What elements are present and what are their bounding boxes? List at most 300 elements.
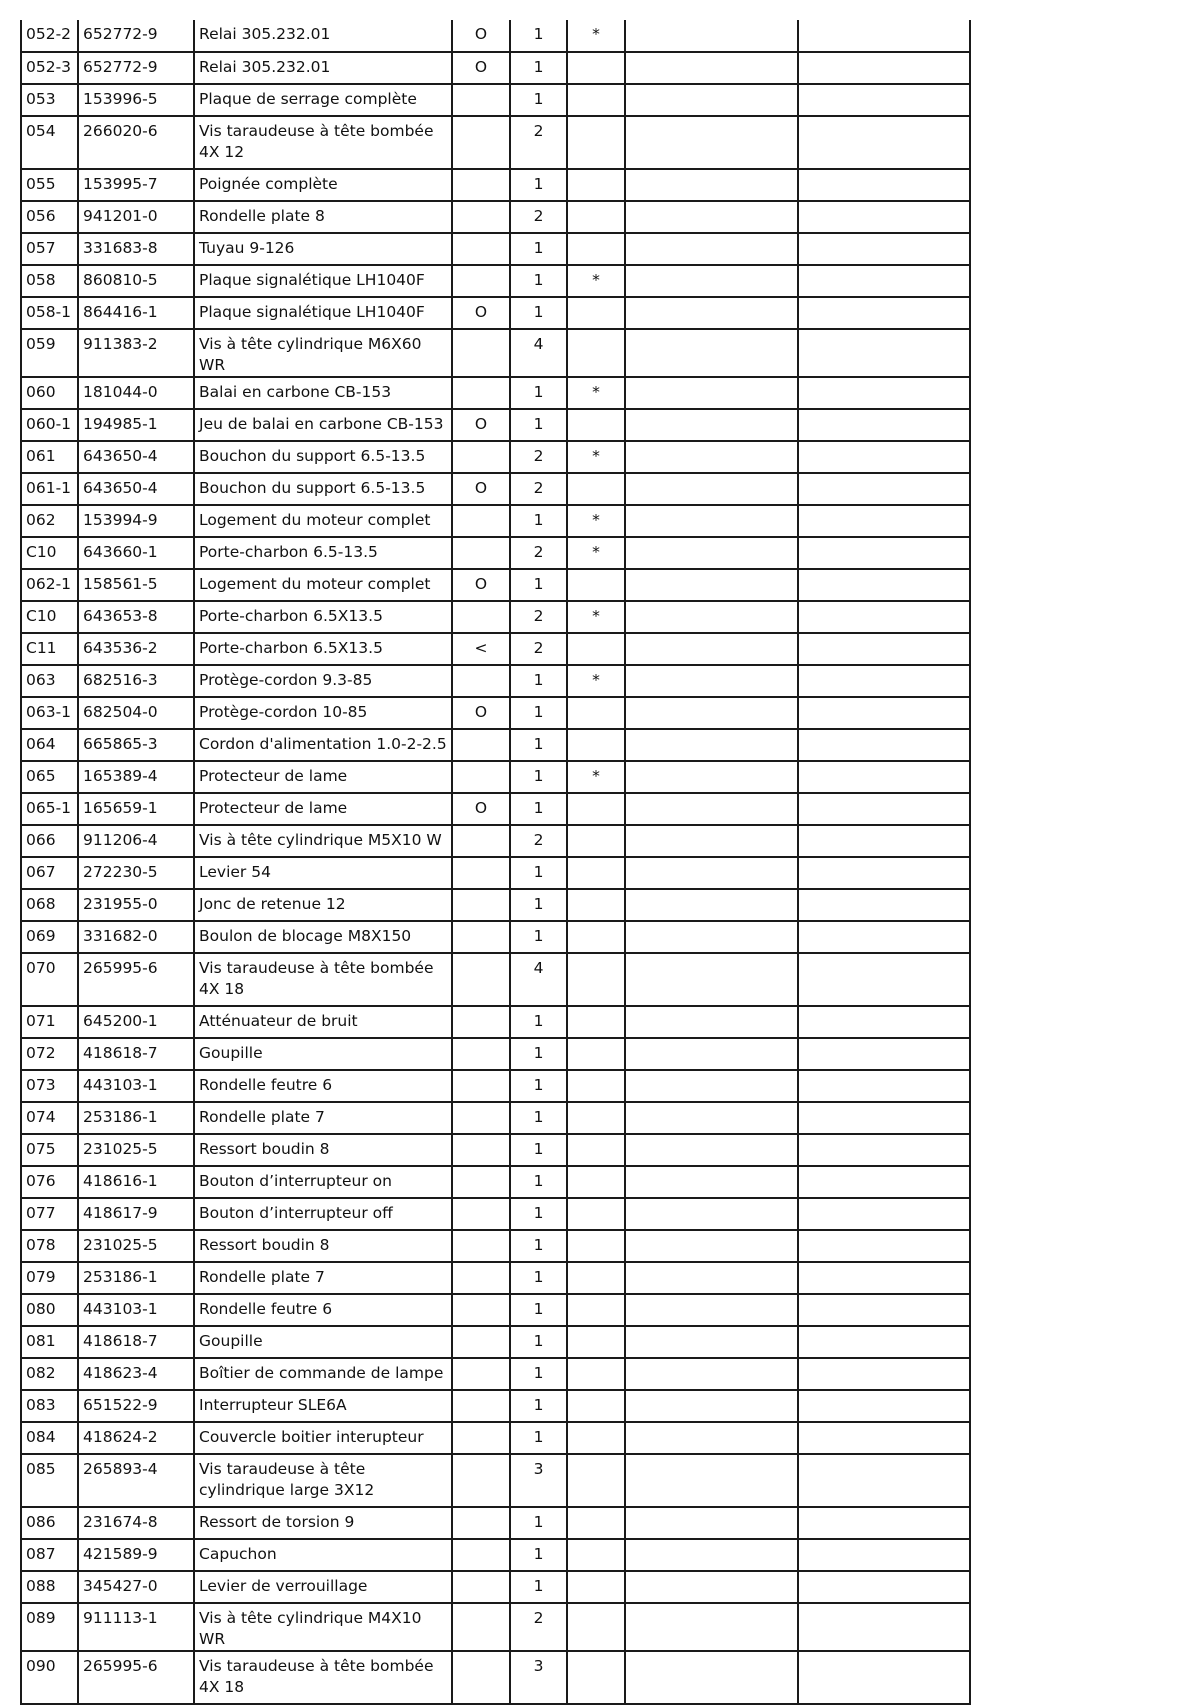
description-cell: Bouchon du support 6.5-13.5 xyxy=(194,473,452,505)
blank-cell-b xyxy=(798,1294,970,1326)
part-number-cell: 864416-1 xyxy=(78,297,194,329)
table-row xyxy=(21,953,970,1006)
blank-cell-a xyxy=(625,1070,798,1102)
quantity-cell: 1 xyxy=(510,569,567,601)
ref-number-cell: 073 xyxy=(21,1070,78,1102)
quantity-cell: 1 xyxy=(510,665,567,697)
blank-cell-a xyxy=(625,1390,798,1422)
note-cell xyxy=(567,1294,625,1326)
ref-number-cell: 071 xyxy=(21,1006,78,1038)
blank-cell-b xyxy=(798,537,970,569)
option-cell xyxy=(452,825,510,857)
ref-number-cell: 068 xyxy=(21,889,78,921)
option-cell xyxy=(452,1358,510,1390)
note-cell xyxy=(567,1070,625,1102)
part-number-cell: 643653-8 xyxy=(78,601,194,633)
table-row xyxy=(21,761,970,793)
note-cell xyxy=(567,52,625,84)
part-number-cell: 153995-7 xyxy=(78,169,194,201)
description-cell: Porte-charbon 6.5-13.5 xyxy=(194,537,452,569)
quantity-cell: 1 xyxy=(510,1262,567,1294)
table-row xyxy=(21,793,970,825)
table-row xyxy=(21,665,970,697)
part-number-cell: 643536-2 xyxy=(78,633,194,665)
table-row xyxy=(21,473,970,505)
part-number-cell: 643660-1 xyxy=(78,537,194,569)
ref-number-cell: 077 xyxy=(21,1198,78,1230)
note-cell xyxy=(567,1166,625,1198)
blank-cell-b xyxy=(798,84,970,116)
note-cell xyxy=(567,116,625,169)
part-number-cell: 645200-1 xyxy=(78,1006,194,1038)
part-number-cell: 643650-4 xyxy=(78,441,194,473)
option-cell xyxy=(452,1539,510,1571)
part-number-cell: 194985-1 xyxy=(78,409,194,441)
table-row xyxy=(21,1358,970,1390)
blank-cell-b xyxy=(798,793,970,825)
option-cell xyxy=(452,1102,510,1134)
ref-number-cell: 082 xyxy=(21,1358,78,1390)
ref-number-cell: 081 xyxy=(21,1326,78,1358)
table-row xyxy=(21,1603,970,1651)
blank-cell-a xyxy=(625,665,798,697)
part-number-cell: 665865-3 xyxy=(78,729,194,761)
blank-cell-a xyxy=(625,1422,798,1454)
part-number-cell: 266020-6 xyxy=(78,116,194,169)
part-number-cell: 272230-5 xyxy=(78,857,194,889)
blank-cell-b xyxy=(798,857,970,889)
table-row xyxy=(21,1198,970,1230)
quantity-cell: 1 xyxy=(510,1422,567,1454)
quantity-cell: 2 xyxy=(510,441,567,473)
part-number-cell: 651522-9 xyxy=(78,1390,194,1422)
quantity-cell: 1 xyxy=(510,1507,567,1539)
table-row xyxy=(21,1038,970,1070)
parts-table xyxy=(20,20,971,1705)
description-cell: Plaque signalétique LH1040F xyxy=(194,265,452,297)
blank-cell-b xyxy=(798,297,970,329)
blank-cell-b xyxy=(798,1422,970,1454)
ref-number-cell: 065-1 xyxy=(21,793,78,825)
table-row xyxy=(21,1294,970,1326)
note-cell xyxy=(567,84,625,116)
quantity-cell: 1 xyxy=(510,409,567,441)
option-cell xyxy=(452,1326,510,1358)
part-number-cell: 158561-5 xyxy=(78,569,194,601)
table-row xyxy=(21,505,970,537)
blank-cell-a xyxy=(625,537,798,569)
blank-cell-a xyxy=(625,1651,798,1704)
description-cell: Protecteur de lame xyxy=(194,793,452,825)
ref-number-cell: 063-1 xyxy=(21,697,78,729)
part-number-cell: 265995-6 xyxy=(78,953,194,1006)
description-cell: Protecteur de lame xyxy=(194,761,452,793)
part-number-cell: 682516-3 xyxy=(78,665,194,697)
note-cell xyxy=(567,857,625,889)
blank-cell-a xyxy=(625,857,798,889)
option-cell xyxy=(452,1651,510,1704)
part-number-cell: 911206-4 xyxy=(78,825,194,857)
blank-cell-a xyxy=(625,1198,798,1230)
quantity-cell: 1 xyxy=(510,1070,567,1102)
table-row xyxy=(21,857,970,889)
option-cell xyxy=(452,1454,510,1507)
quantity-cell: 3 xyxy=(510,1651,567,1704)
description-cell: Couvercle boitier interupteur xyxy=(194,1422,452,1454)
option-cell: O xyxy=(452,20,510,52)
option-cell xyxy=(452,233,510,265)
ref-number-cell: 087 xyxy=(21,1539,78,1571)
blank-cell-a xyxy=(625,505,798,537)
note-cell xyxy=(567,1038,625,1070)
table-row xyxy=(21,1134,970,1166)
description-cell: Vis à tête cylindrique M4X10 WR xyxy=(194,1603,452,1651)
blank-cell-b xyxy=(798,233,970,265)
blank-cell-a xyxy=(625,1454,798,1507)
option-cell xyxy=(452,1134,510,1166)
quantity-cell: 2 xyxy=(510,601,567,633)
table-row xyxy=(21,409,970,441)
table-row xyxy=(21,1326,970,1358)
description-cell: Vis à tête cylindrique M5X10 W xyxy=(194,825,452,857)
option-cell xyxy=(452,201,510,233)
description-cell: Bouchon du support 6.5-13.5 xyxy=(194,441,452,473)
blank-cell-a xyxy=(625,1326,798,1358)
option-cell: O xyxy=(452,297,510,329)
part-number-cell: 418618-7 xyxy=(78,1326,194,1358)
ref-number-cell: 064 xyxy=(21,729,78,761)
table-row xyxy=(21,116,970,169)
table-row xyxy=(21,201,970,233)
blank-cell-a xyxy=(625,1571,798,1603)
blank-cell-b xyxy=(798,1134,970,1166)
quantity-cell: 1 xyxy=(510,697,567,729)
quantity-cell: 1 xyxy=(510,169,567,201)
blank-cell-b xyxy=(798,665,970,697)
blank-cell-b xyxy=(798,633,970,665)
option-cell: O xyxy=(452,409,510,441)
quantity-cell: 1 xyxy=(510,233,567,265)
blank-cell-a xyxy=(625,169,798,201)
note-cell xyxy=(567,1006,625,1038)
description-cell: Vis à tête cylindrique M6X60 WR xyxy=(194,329,452,377)
note-cell: * xyxy=(567,20,625,52)
table-row xyxy=(21,569,970,601)
blank-cell-b xyxy=(798,1198,970,1230)
option-cell xyxy=(452,1571,510,1603)
description-cell: Vis taraudeuse à tête bombée 4X 12 xyxy=(194,116,452,169)
blank-cell-a xyxy=(625,473,798,505)
description-cell: Goupille xyxy=(194,1326,452,1358)
blank-cell-a xyxy=(625,329,798,377)
blank-cell-a xyxy=(625,1358,798,1390)
ref-number-cell: 052-3 xyxy=(21,52,78,84)
blank-cell-b xyxy=(798,1006,970,1038)
ref-number-cell: 062-1 xyxy=(21,569,78,601)
note-cell: * xyxy=(567,377,625,409)
quantity-cell: 1 xyxy=(510,1230,567,1262)
option-cell xyxy=(452,1070,510,1102)
description-cell: Bouton d’interrupteur off xyxy=(194,1198,452,1230)
option-cell: < xyxy=(452,633,510,665)
quantity-cell: 1 xyxy=(510,1326,567,1358)
part-number-cell: 652772-9 xyxy=(78,52,194,84)
note-cell xyxy=(567,233,625,265)
part-number-cell: 165389-4 xyxy=(78,761,194,793)
blank-cell-b xyxy=(798,1603,970,1651)
note-cell xyxy=(567,1134,625,1166)
option-cell xyxy=(452,441,510,473)
quantity-cell: 2 xyxy=(510,825,567,857)
ref-number-cell: 089 xyxy=(21,1603,78,1651)
part-number-cell: 860810-5 xyxy=(78,265,194,297)
blank-cell-a xyxy=(625,20,798,52)
blank-cell-b xyxy=(798,505,970,537)
part-number-cell: 418624-2 xyxy=(78,1422,194,1454)
note-cell: * xyxy=(567,665,625,697)
quantity-cell: 4 xyxy=(510,953,567,1006)
quantity-cell: 1 xyxy=(510,377,567,409)
part-number-cell: 231025-5 xyxy=(78,1230,194,1262)
table-row xyxy=(21,169,970,201)
blank-cell-b xyxy=(798,1166,970,1198)
note-cell xyxy=(567,1390,625,1422)
ref-number-cell: 074 xyxy=(21,1102,78,1134)
quantity-cell: 1 xyxy=(510,921,567,953)
parts-table-body xyxy=(21,20,970,1704)
quantity-cell: 1 xyxy=(510,889,567,921)
description-cell: Vis taraudeuse à tête cylindrique large 3X12 xyxy=(194,1454,452,1507)
table-row xyxy=(21,441,970,473)
description-cell: Levier de verrouillage xyxy=(194,1571,452,1603)
quantity-cell: 1 xyxy=(510,1358,567,1390)
description-cell: Interrupteur SLE6A xyxy=(194,1390,452,1422)
ref-number-cell: 062 xyxy=(21,505,78,537)
option-cell xyxy=(452,116,510,169)
blank-cell-a xyxy=(625,601,798,633)
note-cell xyxy=(567,633,625,665)
blank-cell-a xyxy=(625,921,798,953)
description-cell: Rondelle plate 8 xyxy=(194,201,452,233)
note-cell: * xyxy=(567,441,625,473)
note-cell xyxy=(567,1454,625,1507)
part-number-cell: 418617-9 xyxy=(78,1198,194,1230)
description-cell: Levier 54 xyxy=(194,857,452,889)
option-cell xyxy=(452,729,510,761)
quantity-cell: 4 xyxy=(510,329,567,377)
blank-cell-a xyxy=(625,729,798,761)
option-cell xyxy=(452,1422,510,1454)
blank-cell-b xyxy=(798,1230,970,1262)
table-row xyxy=(21,84,970,116)
table-row xyxy=(21,825,970,857)
note-cell xyxy=(567,329,625,377)
ref-number-cell: 058-1 xyxy=(21,297,78,329)
blank-cell-b xyxy=(798,1326,970,1358)
quantity-cell: 1 xyxy=(510,52,567,84)
option-cell xyxy=(452,265,510,297)
quantity-cell: 1 xyxy=(510,1198,567,1230)
blank-cell-a xyxy=(625,233,798,265)
parts-list-sheet xyxy=(20,20,971,1705)
blank-cell-b xyxy=(798,1102,970,1134)
description-cell: Balai en carbone CB-153 xyxy=(194,377,452,409)
ref-number-cell: 086 xyxy=(21,1507,78,1539)
note-cell xyxy=(567,921,625,953)
blank-cell-b xyxy=(798,569,970,601)
ref-number-cell: 060 xyxy=(21,377,78,409)
quantity-cell: 1 xyxy=(510,761,567,793)
blank-cell-b xyxy=(798,1262,970,1294)
blank-cell-b xyxy=(798,329,970,377)
note-cell: * xyxy=(567,601,625,633)
quantity-cell: 1 xyxy=(510,1166,567,1198)
note-cell: * xyxy=(567,761,625,793)
note-cell xyxy=(567,1422,625,1454)
note-cell xyxy=(567,1358,625,1390)
option-cell: O xyxy=(452,473,510,505)
blank-cell-b xyxy=(798,1507,970,1539)
note-cell xyxy=(567,297,625,329)
blank-cell-a xyxy=(625,297,798,329)
ref-number-cell: 080 xyxy=(21,1294,78,1326)
blank-cell-b xyxy=(798,729,970,761)
part-number-cell: 231955-0 xyxy=(78,889,194,921)
blank-cell-a xyxy=(625,1294,798,1326)
note-cell xyxy=(567,889,625,921)
blank-cell-a xyxy=(625,1230,798,1262)
blank-cell-b xyxy=(798,921,970,953)
part-number-cell: 911113-1 xyxy=(78,1603,194,1651)
table-row xyxy=(21,537,970,569)
note-cell: * xyxy=(567,505,625,537)
ref-number-cell: 079 xyxy=(21,1262,78,1294)
part-number-cell: 418616-1 xyxy=(78,1166,194,1198)
option-cell xyxy=(452,169,510,201)
blank-cell-b xyxy=(798,1651,970,1704)
option-cell xyxy=(452,1038,510,1070)
option-cell xyxy=(452,665,510,697)
quantity-cell: 1 xyxy=(510,20,567,52)
quantity-cell: 1 xyxy=(510,1102,567,1134)
blank-cell-a xyxy=(625,265,798,297)
ref-number-cell: 084 xyxy=(21,1422,78,1454)
blank-cell-a xyxy=(625,1166,798,1198)
table-row xyxy=(21,377,970,409)
quantity-cell: 2 xyxy=(510,537,567,569)
note-cell xyxy=(567,1651,625,1704)
ref-number-cell: 072 xyxy=(21,1038,78,1070)
blank-cell-a xyxy=(625,441,798,473)
description-cell: Boîtier de commande de lampe xyxy=(194,1358,452,1390)
part-number-cell: 331683-8 xyxy=(78,233,194,265)
quantity-cell: 1 xyxy=(510,505,567,537)
description-cell: Vis taraudeuse à tête bombée 4X 18 xyxy=(194,953,452,1006)
table-row xyxy=(21,233,970,265)
ref-number-cell: 075 xyxy=(21,1134,78,1166)
ref-number-cell: 053 xyxy=(21,84,78,116)
blank-cell-a xyxy=(625,793,798,825)
part-number-cell: 231025-5 xyxy=(78,1134,194,1166)
note-cell xyxy=(567,1539,625,1571)
table-row xyxy=(21,633,970,665)
part-number-cell: 231674-8 xyxy=(78,1507,194,1539)
description-cell: Porte-charbon 6.5X13.5 xyxy=(194,633,452,665)
blank-cell-b xyxy=(798,1454,970,1507)
description-cell: Logement du moteur complet xyxy=(194,569,452,601)
note-cell xyxy=(567,473,625,505)
blank-cell-b xyxy=(798,20,970,52)
table-row xyxy=(21,1102,970,1134)
blank-cell-a xyxy=(625,116,798,169)
quantity-cell: 1 xyxy=(510,1134,567,1166)
description-cell: Plaque signalétique LH1040F xyxy=(194,297,452,329)
table-row xyxy=(21,1006,970,1038)
note-cell xyxy=(567,953,625,1006)
blank-cell-b xyxy=(798,116,970,169)
part-number-cell: 253186-1 xyxy=(78,1262,194,1294)
quantity-cell: 1 xyxy=(510,1539,567,1571)
ref-number-cell: 085 xyxy=(21,1454,78,1507)
note-cell: * xyxy=(567,265,625,297)
blank-cell-b xyxy=(798,601,970,633)
ref-number-cell: 061 xyxy=(21,441,78,473)
part-number-cell: 643650-4 xyxy=(78,473,194,505)
blank-cell-a xyxy=(625,377,798,409)
description-cell: Cordon d'alimentation 1.0-2-2.5 xyxy=(194,729,452,761)
ref-number-cell: 066 xyxy=(21,825,78,857)
blank-cell-b xyxy=(798,377,970,409)
note-cell xyxy=(567,1230,625,1262)
option-cell xyxy=(452,1006,510,1038)
blank-cell-b xyxy=(798,265,970,297)
ref-number-cell: 055 xyxy=(21,169,78,201)
description-cell: Goupille xyxy=(194,1038,452,1070)
option-cell xyxy=(452,1390,510,1422)
ref-number-cell: 065 xyxy=(21,761,78,793)
description-cell: Tuyau 9-126 xyxy=(194,233,452,265)
description-cell: Atténuateur de bruit xyxy=(194,1006,452,1038)
description-cell: Relai 305.232.01 xyxy=(194,52,452,84)
ref-number-cell: 060-1 xyxy=(21,409,78,441)
option-cell: O xyxy=(452,697,510,729)
ref-number-cell: 069 xyxy=(21,921,78,953)
part-number-cell: 265893-4 xyxy=(78,1454,194,1507)
blank-cell-a xyxy=(625,52,798,84)
table-row xyxy=(21,697,970,729)
quantity-cell: 1 xyxy=(510,793,567,825)
option-cell xyxy=(452,1166,510,1198)
blank-cell-a xyxy=(625,409,798,441)
part-number-cell: 682504-0 xyxy=(78,697,194,729)
table-row xyxy=(21,20,970,52)
quantity-cell: 1 xyxy=(510,729,567,761)
part-number-cell: 421589-9 xyxy=(78,1539,194,1571)
ref-number-cell: 076 xyxy=(21,1166,78,1198)
blank-cell-a xyxy=(625,84,798,116)
part-number-cell: 443103-1 xyxy=(78,1294,194,1326)
description-cell: Rondelle plate 7 xyxy=(194,1102,452,1134)
blank-cell-a xyxy=(625,1507,798,1539)
option-cell xyxy=(452,1230,510,1262)
description-cell: Capuchon xyxy=(194,1539,452,1571)
quantity-cell: 2 xyxy=(510,1603,567,1651)
part-number-cell: 153996-5 xyxy=(78,84,194,116)
part-number-cell: 253186-1 xyxy=(78,1102,194,1134)
ref-number-cell: 078 xyxy=(21,1230,78,1262)
description-cell: Rondelle feutre 6 xyxy=(194,1294,452,1326)
ref-number-cell: 090 xyxy=(21,1651,78,1704)
